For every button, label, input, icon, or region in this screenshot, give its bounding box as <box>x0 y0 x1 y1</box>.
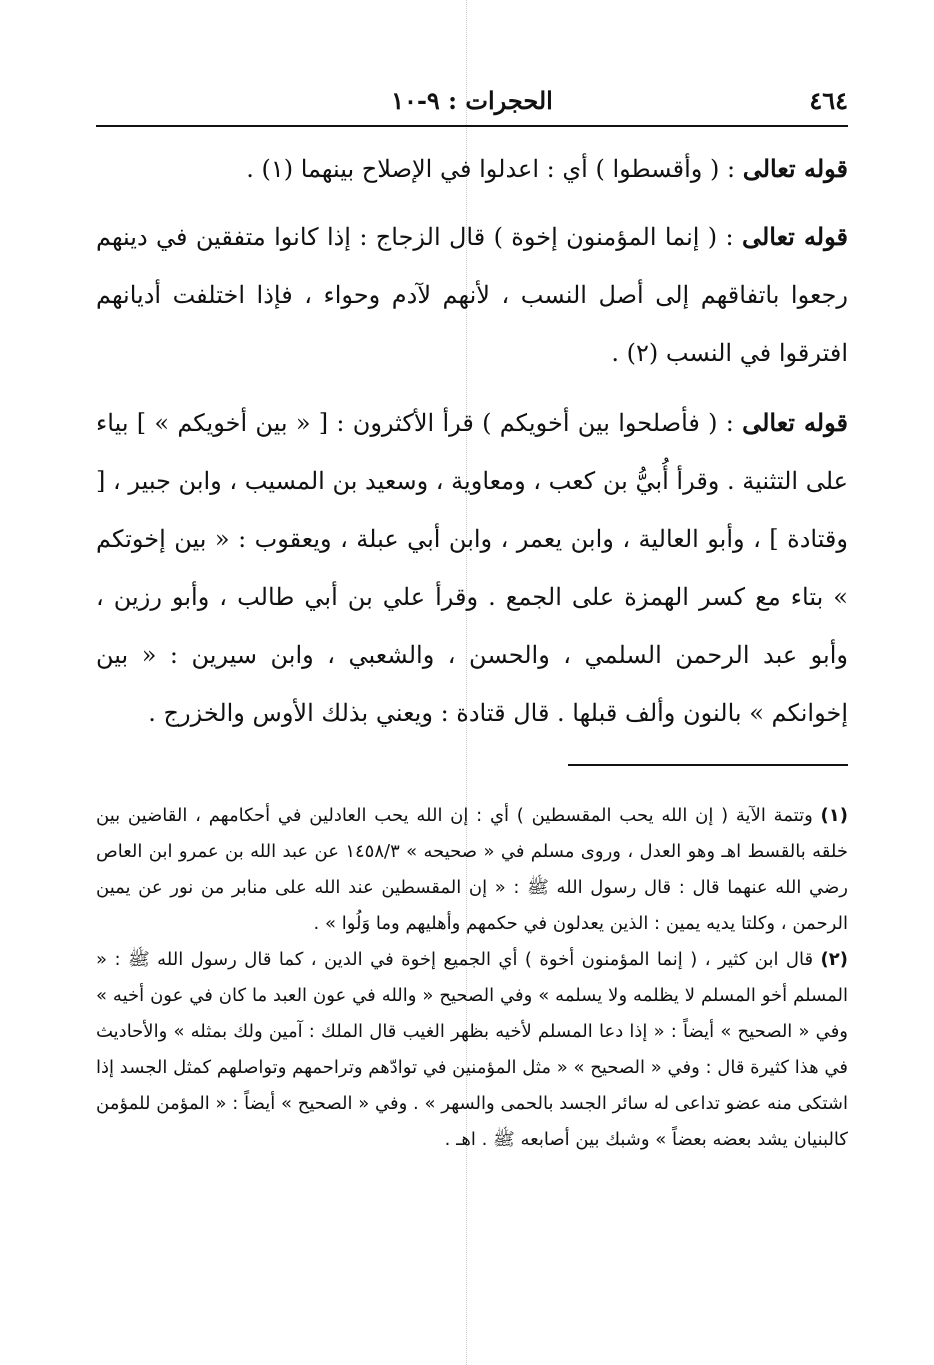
footnote-1-text: وتتمة الآية ( إن الله يحب المقسطين ) أي : إن الله يحب العادلين في أحكامهم ، القاضين بين خلقه بالقسط اهـ وهو العدل ، وروى مسلم في « صحيحه » ١٤٥٨/٣ عن عبد الله بن عمرو ابن العاص رضي الله عنهما قال : قال رسول الله ﷺ : « إن المقسطين عند الله على منابر من نور عن يمين الرحمن ، وكلتا يديه يمين : الذين يعدلون في حكمهم وأهليهم وما وَلُوا » . <box>96 805 848 934</box>
paragraph-2 <box>96 208 848 382</box>
page-header <box>96 82 848 122</box>
paragraph-3 <box>96 394 848 742</box>
main-text <box>96 140 848 742</box>
footnote-2 <box>96 942 848 1158</box>
paragraph-1 <box>96 140 848 198</box>
paragraph-3-lead: قوله تعالى <box>742 408 848 437</box>
paragraph-2-text: : ( إنما المؤمنون إخوة ) قال الزجاج : إذا كانوا متفقين في دينهم رجعوا باتفاقهم إلى أصل النسب ، لأنهم لآدم وحواء ، فإذا اختلفت أديانهم افترقوا في النسب (٢) . <box>96 223 848 367</box>
paragraph-1-lead: قوله تعالى <box>742 154 848 183</box>
page-number: ٤٦٤ <box>809 86 848 115</box>
header-rule <box>96 125 848 127</box>
footnote-1 <box>96 798 848 942</box>
paragraph-1-text: : ( وأقسطوا ) أي : اعدلوا في الإصلاح بينهما (١) . <box>246 155 736 183</box>
paragraph-3-text: : ( فأصلحوا بين أخويكم ) قرأ الأكثرون : [ « بين أخويكم » ] بياء على التثنية . وقرأ أُبيُّ بن كعب ، ومعاوية ، وسعيد بن المسيب ، وابن جبير ، [ وقتادة ] ، وأبو العالية ، وابن يعمر ، وابن أبي عبلة ، ويعقوب : « بين إخوتكم » بتاء مع كسر الهمزة على الجمع . وقرأ علي بن أبي طالب ، وأبو رزين ، وأبو عبد الرحمن السلمي ، والحسن ، والشعبي ، وابن سيرين : « بين إخوانكم » بالنون وألف قبلها . قال قتادة : ويعني بذلك الأوس والخزرج . <box>96 409 848 727</box>
footnotes <box>96 798 848 1158</box>
footnote-1-number: (١) <box>820 805 848 826</box>
footnote-2-text: قال ابن كثير ، ( إنما المؤمنون أخوة ) أي الجميع إخوة في الدين ، كما قال رسول الله ﷺ : « المسلم أخو المسلم لا يظلمه ولا يسلمه » وفي الصحيح « والله في عون العبد ما كان في عون أخيه » وفي « الصحيح » أيضاً : « إذا دعا المسلم لأخيه بظهر الغيب قال الملك : آمين ولك بمثله » والأحاديث في هذا كثيرة قال : وفي « الصحيح » « مثل المؤمنين في توادّهم وتراحمهم وتواصلهم كمثل الجسد إذا اشتكى منه عضو تداعى له سائر الجسد بالحمى والسهر » . وفي « الصحيح » أيضاً : « المؤمن للمؤمن كالبنيان يشد بعضه بعضاً » وشبك بين أصابعه ﷺ . اهـ . <box>96 949 848 1150</box>
footnote-separator <box>568 764 848 766</box>
running-head: الحجرات : ٩-١٠ <box>391 86 553 115</box>
footnote-2-number: (٢) <box>820 949 848 970</box>
paragraph-2-lead: قوله تعالى <box>741 222 848 251</box>
